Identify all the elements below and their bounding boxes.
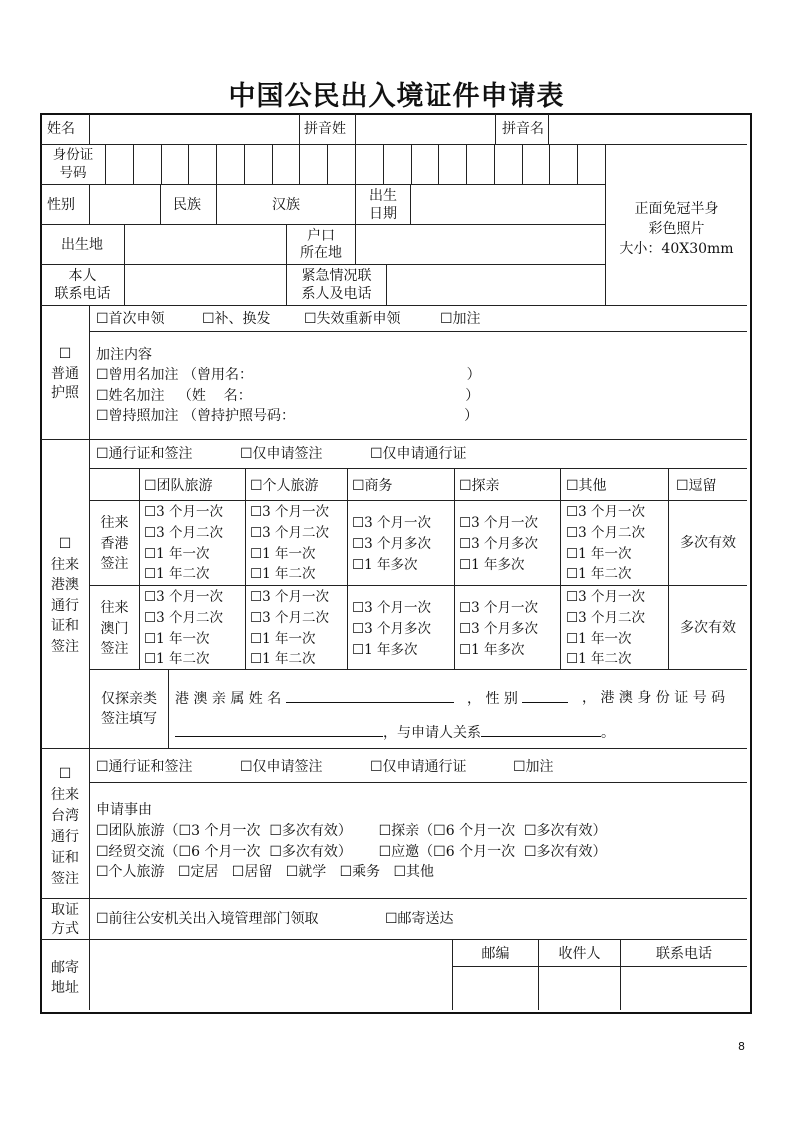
hukou-label-1: 户口 <box>307 228 335 244</box>
contact-input[interactable] <box>125 266 285 304</box>
id-digit-cell[interactable] <box>466 145 467 184</box>
gender-label: 性别 <box>47 197 75 213</box>
contact-label-1: 本人 <box>68 268 97 284</box>
id-digit-cell[interactable] <box>327 145 328 184</box>
page-number: 8 <box>738 1040 745 1053</box>
tw-reason-row-3[interactable]: ☐个人旅游 ☐定居 ☐居留 ☐就学 ☐乘务 ☐其他 <box>96 864 435 880</box>
id-label-2: 号码 <box>59 165 87 181</box>
endorsement-option[interactable]: ☐3 个月二次 <box>144 609 223 626</box>
endorsement-option[interactable]: ☐1 年二次 <box>250 566 316 583</box>
photo-size: 大小：40X30mm <box>619 241 734 257</box>
endorsement-option[interactable]: ☐3 个月一次 <box>352 515 431 531</box>
id-digit-cell[interactable] <box>383 145 384 184</box>
endorsement-row-label: 香港 <box>100 535 129 552</box>
photo-label-2: 彩色照片 <box>648 221 705 237</box>
endorsement-option[interactable]: ☐1 年多次 <box>352 641 418 658</box>
section-label-char: 往来 <box>51 556 79 573</box>
pinyin-given-label: 拼音名 <box>502 121 544 137</box>
id-digit-cell[interactable] <box>411 145 412 184</box>
pinyin-surname-label: 拼音姓 <box>304 121 346 137</box>
pickup-label-1: 取证 <box>51 902 79 918</box>
hkmo-type-group-tour[interactable]: ☐团队旅游 <box>144 478 213 494</box>
mail-phone-input[interactable] <box>621 967 746 1009</box>
section-label-char: 通行 <box>51 597 79 614</box>
id-label-1: 身份证 <box>52 147 94 163</box>
passport-remark-former-name[interactable]: ☐曾用名加注 （曾用名： ） <box>96 367 481 383</box>
birth-date-label-2: 日期 <box>369 206 397 222</box>
hkmo-type-other[interactable]: ☐其他 <box>566 478 607 494</box>
tw-option-remark[interactable]: ☐加注 <box>513 759 554 775</box>
id-digit-cell[interactable] <box>244 145 245 184</box>
endorsement-option[interactable]: ☐3 个月一次 <box>352 600 431 616</box>
endorsement-multi: 多次有效 <box>680 535 736 551</box>
endorsement-option[interactable]: ☐3 个月二次 <box>566 524 645 541</box>
pinyin-given-input[interactable] <box>549 115 746 143</box>
endorsement-option[interactable]: ☐1 年二次 <box>144 651 210 668</box>
birthplace-input[interactable] <box>125 226 285 263</box>
section-label-char: 签注 <box>51 871 79 887</box>
endorsement-option[interactable]: ☐3 个月一次 <box>566 504 645 520</box>
endorsement-option[interactable]: ☐1 年多次 <box>459 641 525 658</box>
endorsement-option[interactable]: ☐1 年一次 <box>566 545 632 562</box>
id-digit-cell[interactable] <box>494 145 495 184</box>
passport-remark-name[interactable]: ☐姓名加注 （姓 名： ） <box>96 388 480 404</box>
endorsement-option[interactable]: ☐1 年一次 <box>144 545 210 562</box>
tw-reason-row-2[interactable]: ☐经贸交流（☐6 个月一次 ☐多次有效） ☐应邀（☐6 个月一次 ☐多次有效） <box>96 844 607 860</box>
section-label-char: 证和 <box>51 618 79 634</box>
pickup-option-mail[interactable]: ☐邮寄送达 <box>385 911 454 927</box>
id-digit-cell[interactable] <box>188 145 189 184</box>
endorsement-option[interactable]: ☐3 个月多次 <box>459 535 538 552</box>
endorsement-option[interactable]: ☐3 个月一次 <box>459 515 538 531</box>
id-digit-cell[interactable] <box>355 145 356 184</box>
hkmo-option-both[interactable]: ☐通行证和签注 <box>96 446 193 462</box>
hkmo-type-business[interactable]: ☐商务 <box>352 478 393 494</box>
id-digit-cell[interactable] <box>216 145 217 184</box>
passport-remark-title: 加注内容 <box>96 347 152 363</box>
tw-option-endorsement[interactable]: ☐仅申请签注 <box>240 759 323 775</box>
endorsement-option[interactable]: ☐1 年一次 <box>144 630 210 647</box>
visit-label-2: 签注填写 <box>101 711 157 727</box>
form-title: 中国公民出入境证件申请表 <box>228 81 565 112</box>
birth-date-input[interactable] <box>411 186 604 223</box>
emergency-label-2: 系人及电话 <box>301 286 372 302</box>
endorsement-option[interactable]: ☐3 个月二次 <box>250 524 329 541</box>
contact-label-2: 联系电话 <box>54 286 111 302</box>
id-digit-cell[interactable] <box>133 145 134 184</box>
hukou-label-2: 所在地 <box>300 245 342 261</box>
id-cell-divider[interactable] <box>605 145 606 184</box>
mail-recipient-input[interactable] <box>539 967 619 1009</box>
endorsement-option[interactable]: ☐3 个月二次 <box>566 609 645 626</box>
passport-option-remark[interactable]: ☐加注 <box>440 311 481 327</box>
gender-input[interactable] <box>90 186 159 223</box>
hkmo-type-stay[interactable]: ☐逗留 <box>676 478 717 494</box>
endorsement-row-label: 澳门 <box>100 620 129 637</box>
endorsement-option[interactable]: ☐3 个月一次 <box>459 600 538 616</box>
mail-label-1: 邮寄 <box>51 960 79 976</box>
endorsement-option[interactable]: ☐3 个月二次 <box>250 609 329 626</box>
pickup-label-2: 方式 <box>51 921 79 937</box>
endorsement-option[interactable]: ☐3 个月一次 <box>144 504 223 520</box>
endorsement-option[interactable]: ☐3 个月多次 <box>352 535 431 552</box>
endorsement-option[interactable]: ☐1 年二次 <box>566 651 632 668</box>
endorsement-option[interactable]: ☐3 个月多次 <box>459 620 538 637</box>
emergency-input[interactable] <box>387 266 604 304</box>
endorsement-option[interactable]: ☐3 个月一次 <box>566 589 645 605</box>
passport-checkbox[interactable]: ☐ <box>58 346 72 362</box>
section-label-char: 港澳 <box>51 577 79 593</box>
endorsement-option[interactable]: ☐1 年多次 <box>459 556 525 573</box>
pickup-option-office[interactable]: ☐前往公安机关出入境管理部门领取 <box>96 911 319 927</box>
passport-remark-old-passport[interactable]: ☐曾持照加注 （曾持护照号码： ） <box>96 408 479 424</box>
id-digit-cell[interactable] <box>438 145 439 184</box>
endorsement-option[interactable]: ☐1 年二次 <box>250 651 316 668</box>
endorsement-option[interactable]: ☐1 年多次 <box>352 556 418 573</box>
tw-option-both[interactable]: ☐通行证和签注 <box>96 759 193 775</box>
mail-col-phone: 联系电话 <box>656 946 712 962</box>
visit-id-label: ， 港 澳 身 份 证 号 码 <box>582 690 726 706</box>
birth-date-label-1: 出生 <box>369 188 397 204</box>
name-label: 姓名 <box>47 121 75 137</box>
endorsement-option[interactable]: ☐1 年二次 <box>566 566 632 583</box>
hkmo-option-permit[interactable]: ☐仅申请通行证 <box>370 446 467 462</box>
endorsement-option[interactable]: ☐3 个月多次 <box>352 620 431 637</box>
endorsement-option[interactable]: ☐3 个月一次 <box>144 589 223 605</box>
section-label-char: 证和 <box>51 850 79 866</box>
hukou-input[interactable] <box>356 226 604 263</box>
hkmo-type-family[interactable]: ☐探亲 <box>459 478 500 494</box>
emergency-label-1: 紧急情况联 <box>301 268 372 284</box>
visit-relation-label: ，与申请人关系 。 <box>175 722 615 743</box>
section-label-char: 通行 <box>51 829 79 845</box>
id-digit-cell[interactable] <box>577 145 578 184</box>
id-digit-cell[interactable] <box>522 145 523 184</box>
passport-label-1: 普通 <box>51 366 79 382</box>
endorsement-row-label: 往来 <box>100 600 129 616</box>
section-checkbox[interactable]: ☐ <box>58 766 72 782</box>
endorsement-option[interactable]: ☐1 年一次 <box>250 630 316 647</box>
section-label-char: 签注 <box>51 638 79 655</box>
passport-option-renew[interactable]: ☐补、换发 <box>202 311 271 327</box>
endorsement-row-label: 签注 <box>100 556 129 572</box>
endorsement-row-label: 签注 <box>100 641 129 657</box>
mail-col-postcode: 邮编 <box>481 946 510 962</box>
birthplace-label: 出生地 <box>61 237 103 253</box>
section-checkbox[interactable]: ☐ <box>58 536 72 552</box>
endorsement-option[interactable]: ☐1 年二次 <box>144 566 210 583</box>
name-input[interactable] <box>90 115 298 143</box>
id-digit-cell[interactable] <box>272 145 273 184</box>
pinyin-surname-input[interactable] <box>356 115 494 143</box>
endorsement-option[interactable]: ☐1 年一次 <box>566 630 632 647</box>
id-digit-cell[interactable] <box>299 145 300 184</box>
endorsement-option[interactable]: ☐3 个月一次 <box>250 504 329 520</box>
tw-option-permit[interactable]: ☐仅申请通行证 <box>370 759 467 775</box>
visit-relative-name-label: 港 澳 亲 属 姓 名 <box>175 688 454 709</box>
visit-gender-label: ， 性 别 <box>467 688 568 709</box>
endorsement-option[interactable]: ☐3 个月二次 <box>144 524 223 541</box>
section-label-char: 往来 <box>51 787 79 803</box>
endorsement-row-label: 往来 <box>100 515 129 531</box>
id-digit-cell[interactable] <box>161 145 162 184</box>
passport-label-2: 护照 <box>51 385 79 401</box>
section-label-char: 台湾 <box>51 808 79 824</box>
id-digit-cell[interactable] <box>549 145 550 184</box>
photo-label-1: 正面免冠半身 <box>634 201 719 217</box>
mail-col-recipient: 收件人 <box>558 946 601 962</box>
endorsement-multi: 多次有效 <box>680 620 736 636</box>
mail-label-2: 地址 <box>51 980 79 996</box>
id-digit-cell[interactable] <box>105 145 106 184</box>
tw-reason-row-1[interactable]: ☐团队旅游（☐3 个月一次 ☐多次有效） ☐探亲（☐6 个月一次 ☐多次有效） <box>96 823 607 839</box>
ethnicity-label: 民族 <box>173 197 201 213</box>
visit-label-1: 仅探亲类 <box>101 691 157 707</box>
mail-address-input[interactable] <box>90 941 451 1009</box>
hkmo-option-endorsement[interactable]: ☐仅申请签注 <box>240 446 323 462</box>
endorsement-option[interactable]: ☐3 个月一次 <box>250 589 329 605</box>
mail-postcode-input[interactable] <box>453 967 537 1009</box>
passport-option-reapply[interactable]: ☐失效重新申领 <box>304 311 401 327</box>
endorsement-option[interactable]: ☐1 年一次 <box>250 545 316 562</box>
hkmo-type-individual[interactable]: ☐个人旅游 <box>250 478 319 494</box>
tw-reason-title: 申请事由 <box>96 802 152 818</box>
passport-option-first[interactable]: ☐首次申领 <box>96 311 165 327</box>
ethnicity-value[interactable]: 汉族 <box>272 197 300 213</box>
